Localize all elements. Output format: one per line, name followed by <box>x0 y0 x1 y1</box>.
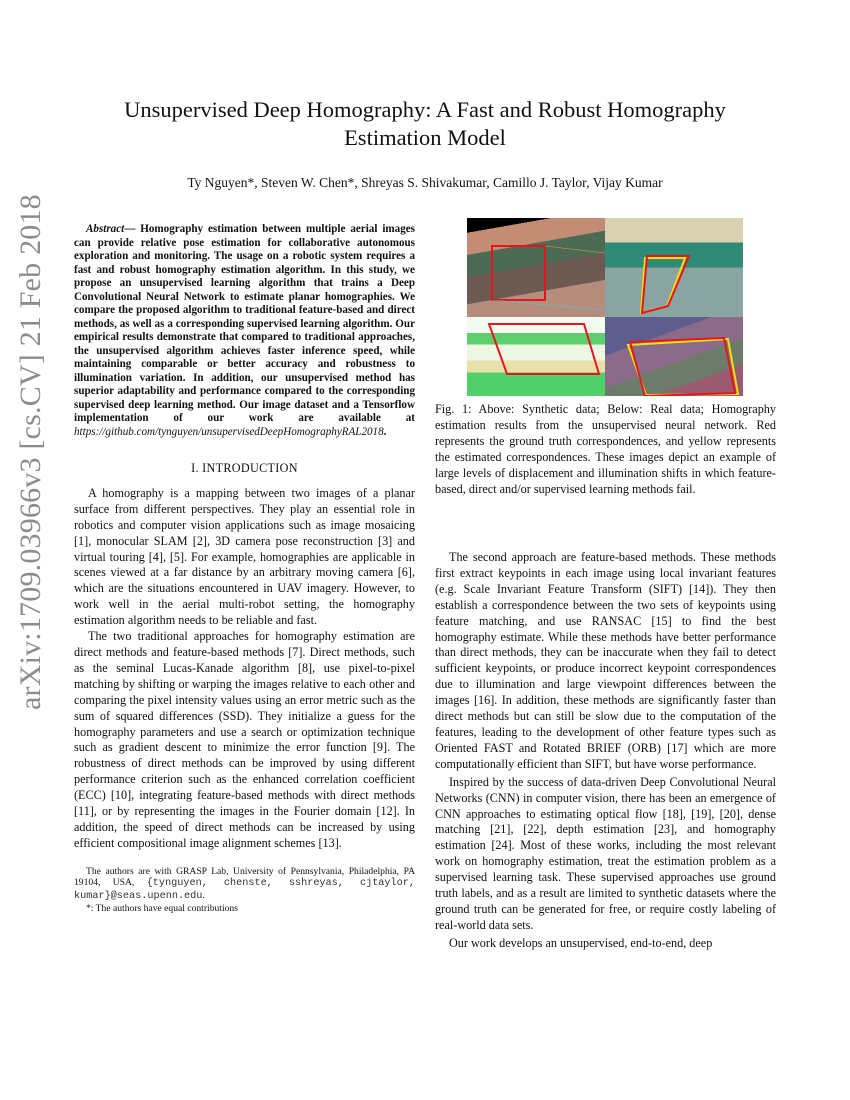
intro-paragraph: Inspired by the success of data-driven Deep Convolutional Neural Networks (CNN) in computer vision, there has been an emergence of CNN approaches to estimating optical flow [18], [19], [20], dense matching [21], [22], depth estimation [23], and homography estimation [24]. Most of these works, including the most relevant work on homography estimation, treat the estimation problem as a supervised learning task. These supervised approaches use ground truth labels, and as a result are limited to synthetic datasets where the ground truth can be generated for free, or require costly labeling of real-world data sets. <box>435 774 776 932</box>
figure-1-caption: Fig. 1: Above: Synthetic data; Below: Real data; Homography estimation results from the unsupervised neural network. Red represents the ground truth correspondences, and yellow represents the estimated correspondences. These images depict an example of large levels of displacement and illumination shifts in which feature-based, direct and/or supervised learning methods fail. <box>435 402 776 496</box>
figure-1 <box>467 218 743 396</box>
equal-contribution-footnote: *: The authors have equal contributions <box>86 902 238 914</box>
code-link[interactable]: https://github.com/tynguyen/unsupervisedDeepHomographyRAL2018 <box>74 425 384 438</box>
intro-paragraph: Our work develops an unsupervised, end-to-end, deep <box>449 935 713 950</box>
author-emails[interactable]: {tynguyen, chenste, sshreyas, cjtaylor, kumar}@seas.upenn.edu <box>74 878 415 902</box>
affiliation-footnote: The authors are with GRASP Lab, University of Pennsylvania, Philadelphia, PA 19104, USA, {tynguyen, chenste, sshreyas, cjtaylor, kumar}@seas.upenn.edu. <box>74 865 415 902</box>
abstract-lead: Abstract <box>86 223 125 235</box>
paper-authors: Ty Nguyen*, Steven W. Chen*, Shreyas S. Shivakumar, Camillo J. Taylor, Vijay Kumar <box>187 175 663 190</box>
arxiv-stamp: arXiv:1709.03966v3 [cs.CV] 21 Feb 2018 <box>14 194 47 710</box>
synthetic-target-image <box>605 218 743 317</box>
abstract: Abstract— Homography estimation between multiple aerial images can provide relative pose estimation for collaborative autonomous exploration and monitoring. The usage on a robotic system requires a fast and robust homography estimation algorithm. In this study, we propose an unsupervised learning algorithm that trains a Deep Convolutional Neural Network to estimate planar homographies. We compare the proposed algorithm to traditional feature-based and direct methods, as well as a corresponding supervised learning algorithm. Our empirical results demonstrate that compared to traditional approaches, the unsupervised algorithm achieves faster inference speed, while maintaining comparable or better accuracy and robustness to illumination variation. In addition, our unsupervised method has superior adaptability and performance compared to the corresponding supervised deep learning method. Our image dataset and a Tensorflow implementation of our work are available at https://github.com/tynguyen/unsupervisedDeepHomographyRAL2018. <box>74 223 415 438</box>
abstract-text: — Homography estimation between multiple aerial images can provide relative pose estimation for collaborative autonomous exploration and monitoring. The usage on a robotic system requires a fast and robust homography estimation algorithm. In this study, we propose an unsupervised learning algorithm that trains a Deep Convolutional Neural Network to estimate planar homographies. We compare the proposed algorithm to traditional feature-based and direct methods, as well as a corresponding supervised learning algorithm. Our empirical results demonstrate that compared to traditional approaches, the unsupervised algorithm achieves faster inference speed, while maintaining comparable or better accuracy and robustness to illumination variation. In addition, our unsupervised method has superior adaptability and performance compared to the corresponding supervised deep learning method. Our image dataset and a Tensorflow implementation of our work are available at <box>74 223 415 424</box>
left-column <box>74 223 415 914</box>
intro-paragraph: The two traditional approaches for homography estimation are direct methods and feature-based methods [7]. Direct methods, such as the seminal Lucas-Kanade algorithm [8], use pixel-to-pixel matching by shifting or warping the images relative to each other and comparing the pixel intensity values using an error metric such as the sum of squared differences (SSD). They initialize a guess for the homography parameters and use a search or optimization technique such as gradient descent to minimize the error function [9]. The robustness of direct methods can be improved by using different performance criterion such as the enhanced correlation coefficient (ECC) [10], integrating feature-based methods with direct methods [11], or by representing the images in the Fourier domain [12]. In addition, the speed of direct methods can be increased by using efficient compositional image alignment schemes [13]. <box>74 629 415 850</box>
right-column <box>435 550 776 954</box>
real-target-image <box>605 317 743 396</box>
paper-title: Unsupervised Deep Homography: A Fast and Robust Homography Estimation Model <box>124 97 726 150</box>
intro-paragraph: The second approach are feature-based methods. These methods first extract keypoints in each image using local invariant features (e.g. Scale Invariant Feature Transform (SIFT) [14]). They then establish a correspondence between the two sets of keypoints using feature matching, and use RANSAC [15] to find the best homography estimate. While these methods have better performance than direct methods, they can be inaccurate when they fail to detect sufficient keypoints, or produce incorrect keypoint correspondences due to illumination and large viewpoint differences between the images [16]. In addition, these methods are significantly faster than direct methods but can still be slow due to the computation of the features, leading to the development of other feature types such as Oriented FAST and Rotated BRIEF (ORB) [17] which are more computationally efficient than SIFT, but have worse performance. <box>435 550 776 771</box>
real-source-image <box>467 317 605 396</box>
section-heading-introduction: I. INTRODUCTION <box>191 461 298 475</box>
synthetic-source-image <box>467 218 605 317</box>
intro-paragraph: A homography is a mapping between two images of a planar surface from different perspectives. They play an essential role in robotics and computer vision applications such as image mosaicing [1], monocular SLAM [2], 3D camera pose reconstruction [3] and virtual touring [4], [5]. For example, homographies are applicable in scenes viewed at a far distance by an arbitrary moving camera [6], which are the situations encountered in UAV imagery. However, to work well in the aerial multi-robot setting, the homography estimation algorithm needs to be reliable and fast. <box>74 485 415 628</box>
